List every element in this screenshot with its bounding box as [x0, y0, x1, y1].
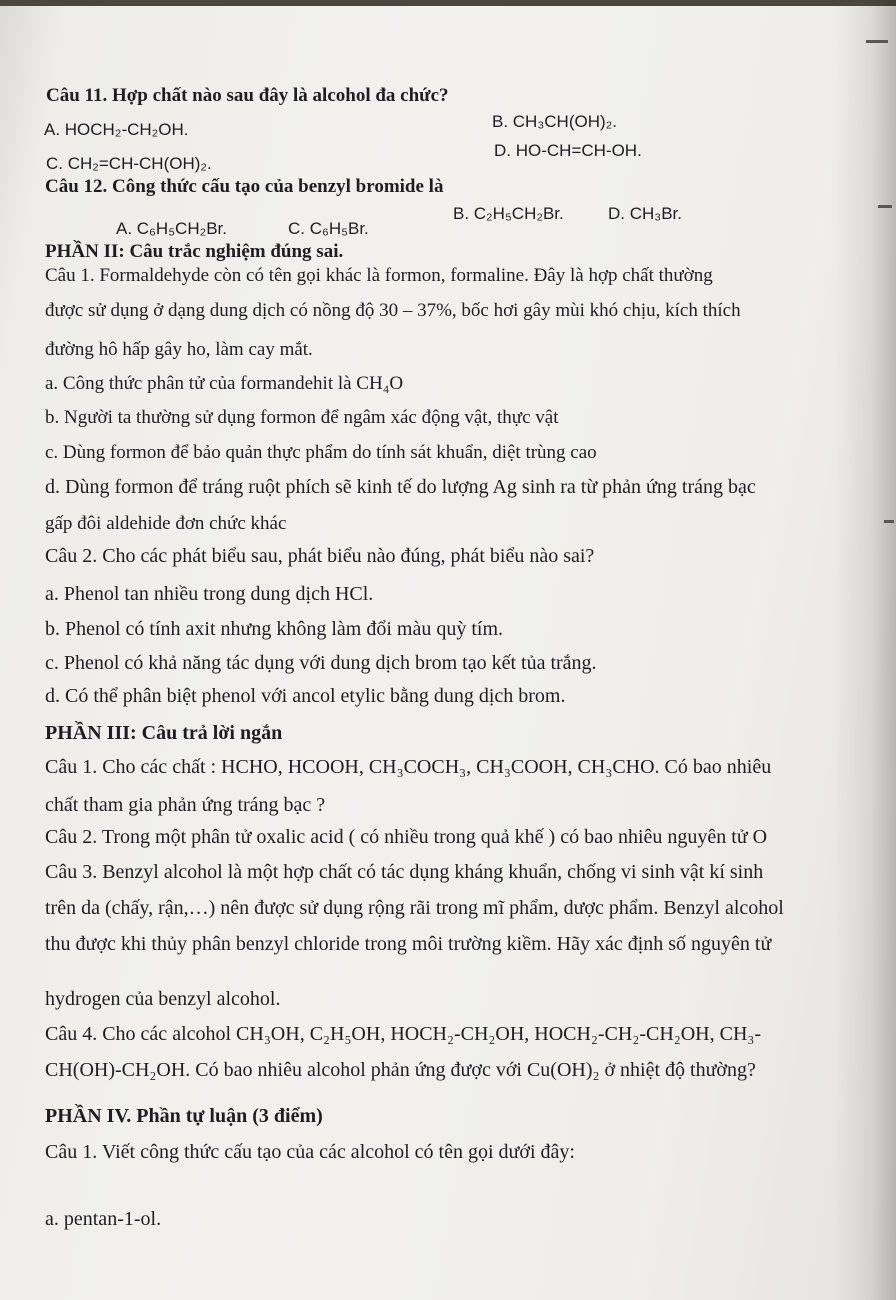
q11-option-d: D. HO-CH=CH-OH.: [494, 141, 642, 160]
q11-option-a: A. HOCH₂-CH₂OH.: [44, 120, 189, 139]
part3-q3-line3: thu được khi thủy phân benzyl chloride trong môi trường kiềm. Hãy xác định số nguyên tử: [45, 933, 772, 955]
part2-q2-statement-d: d. Có thể phân biệt phenol với ancol etylic bằng dung dịch brom.: [45, 685, 566, 707]
part2-q1-statement-d: d. Dùng formon để tráng ruột phích sẽ kinh tế do lượng Ag sinh ra từ phản ứng tráng bạc: [45, 476, 756, 498]
part3-q4-line2: CH(OH)-CH₂OH. Có bao nhiêu alcohol phản ứng được với Cu(OH)₂ ở nhiệt độ thường?: [45, 1059, 756, 1081]
part2-heading: PHẦN II: Câu trắc nghiệm đúng sai.: [45, 241, 344, 262]
part3-q1-line2: chất tham gia phản ứng tráng bạc ?: [45, 794, 326, 816]
part2-q1-statement-b: b. Người ta thường sử dụng formon để ngâm xác động vật, thực vật: [45, 407, 559, 428]
part3-q3-line4: hydrogen của benzyl alcohol.: [45, 988, 281, 1010]
part2-q2-title: Câu 2. Cho các phát biểu sau, phát biểu nào đúng, phát biểu nào sai?: [45, 545, 595, 567]
page-right-shadow: [834, 0, 896, 1300]
part4-heading: PHẦN IV. Phần tự luận (3 điểm): [45, 1105, 323, 1127]
q12-option-d: D. CH₃Br.: [608, 204, 682, 223]
margin-mark: [878, 205, 892, 208]
part3-q2: Câu 2. Trong một phân tử oxalic acid ( có nhiều trong quả khế ) có bao nhiêu nguyên tử O: [45, 826, 768, 848]
q11-option-c: C. CH₂=CH-CH(OH)₂.: [46, 154, 212, 173]
part2-q1-line1: Câu 1. Formaldehyde còn có tên gọi khác là formon, formaline. Đây là hợp chất thường: [45, 265, 713, 286]
q12-title: Câu 12. Công thức cấu tạo của benzyl bromide là: [45, 176, 444, 197]
part3-q1-line1: Câu 1. Cho các chất : HCHO, HCOOH, CH₃COCH₃, CH₃COOH, CH₃CHO. Có bao nhiêu: [45, 756, 772, 778]
part2-q1-line2: được sử dụng ở dạng dung dịch có nồng độ 30 – 37%, bốc hơi gây mùi khó chịu, kích thích: [45, 300, 741, 321]
part2-q2-statement-a: a. Phenol tan nhiều trong dung dịch HCl.: [45, 583, 374, 605]
part3-heading: PHẦN III: Câu trả lời ngắn: [45, 722, 283, 744]
part4-q1: Câu 1. Viết công thức cấu tạo của các alcohol có tên gọi dưới đây:: [45, 1141, 575, 1163]
part2-q2-statement-c: c. Phenol có khả năng tác dụng với dung dịch brom tạo kết tủa trắng.: [45, 652, 597, 674]
part4-q1-item-a: a. pentan-1-ol.: [45, 1208, 162, 1230]
page-top-edge: [0, 0, 896, 6]
part2-q1-line3: đường hô hấp gây ho, làm cay mắt.: [45, 339, 313, 360]
part3-q3-line2: trên da (chấy, rận,…) nên được sử dụng rộng rãi trong mĩ phẩm, dược phẩm. Benzyl alcohol: [45, 897, 784, 919]
q12-option-c: C. C₆H₅Br.: [288, 219, 369, 238]
part2-q2-statement-b: b. Phenol có tính axit nhưng không làm đổi màu quỳ tím.: [45, 618, 504, 640]
part3-q3-line1: Câu 3. Benzyl alcohol là một hợp chất có tác dụng kháng khuẩn, chống vi sinh vật kí sinh: [45, 861, 764, 883]
margin-mark: [884, 520, 894, 523]
part2-q1-statement-c: c. Dùng formon để bảo quản thực phẩm do tính sát khuẩn, diệt trùng cao: [45, 442, 597, 463]
q12-option-a: A. C₆H₅CH₂Br.: [116, 219, 227, 238]
q11-option-b: B. CH₃CH(OH)₂.: [492, 112, 617, 131]
margin-mark: [866, 40, 888, 43]
part3-q4-line1: Câu 4. Cho các alcohol CH₃OH, C₂H₅OH, HOCH₂-CH₂OH, HOCH₂-CH₂-CH₂OH, CH₃-: [45, 1023, 762, 1045]
q12-option-b: B. C₂H₅CH₂Br.: [453, 204, 564, 223]
q11-title: Câu 11. Hợp chất nào sau đây là alcohol đa chức?: [46, 85, 449, 106]
part2-q1-statement-a: a. Công thức phân tử của formandehit là CH₄O: [45, 373, 404, 394]
part2-q1-statement-d-cont: gấp đôi aldehide đơn chức khác: [45, 513, 287, 534]
